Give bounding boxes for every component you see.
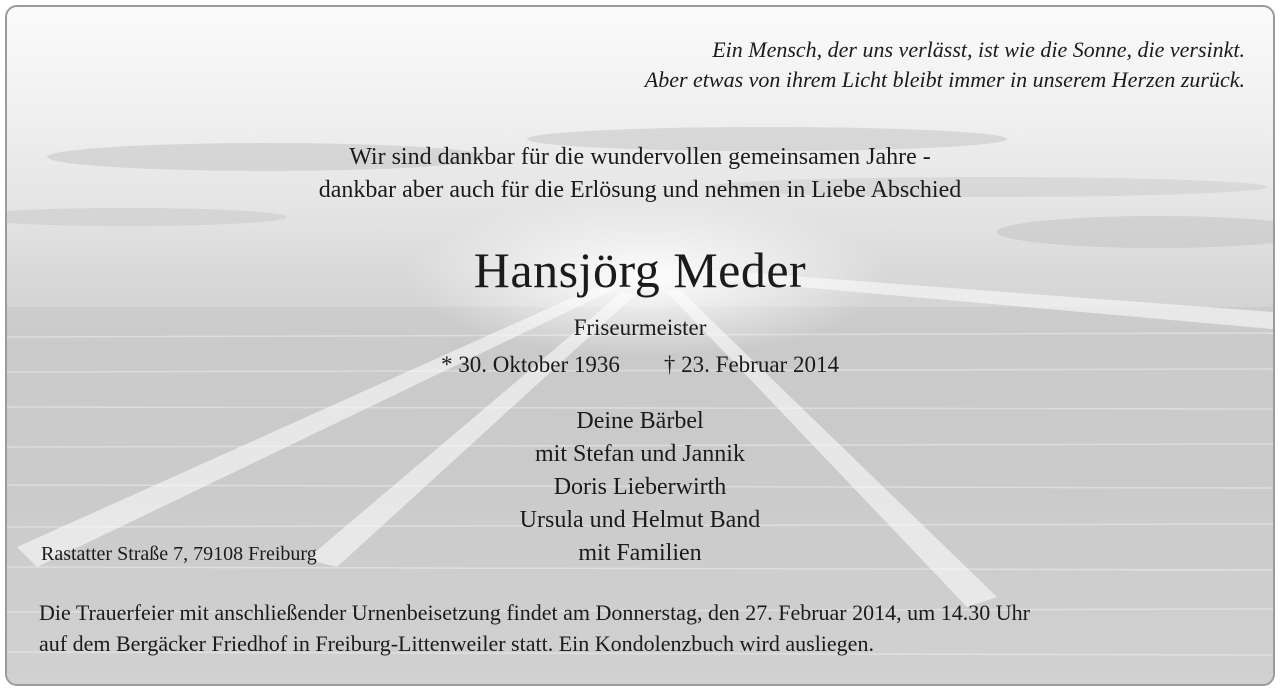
intro-text xyxy=(7,141,1273,207)
death-date: † 23. Februar 2014 xyxy=(663,352,839,377)
funeral-notice xyxy=(39,597,1030,659)
intro-line-2: dankbar aber auch für die Erlösung und nehmen in Liebe Abschied xyxy=(318,177,962,203)
quote-block xyxy=(645,35,1245,95)
notice-line-1: Die Trauerfeier mit anschließender Urnenbeisetzung findet am Donnerstag, den 27. Februar 2014, um 14.30 Uhr xyxy=(39,600,1030,625)
quote-line-1: Ein Mensch, der uns verlässt, ist wie die Sonne, die versinkt. xyxy=(712,37,1245,62)
sunset-sea-background xyxy=(7,7,1273,684)
notice-line-2: auf dem Bergäcker Friedhof in Freiburg-Littenweiler statt. Ein Kondolenzbuch wird ausliegen. xyxy=(39,631,874,656)
deceased-profession: Friseurmeister xyxy=(573,315,707,340)
mourner-line: Ursula und Helmut Band xyxy=(519,507,761,533)
mourner-address: Rastatter Straße 7, 79108 Freiburg xyxy=(41,543,317,565)
life-dates xyxy=(7,350,1273,380)
obituary-card xyxy=(5,5,1275,686)
mourner-line: Deine Bärbel xyxy=(576,408,704,434)
birth-date: * 30. Oktober 1936 xyxy=(441,352,620,377)
mourner-line: mit Stefan und Jannik xyxy=(535,441,745,467)
quote-line-2: Aber etwas von ihrem Licht bleibt immer in unserem Herzen zurück. xyxy=(644,67,1245,92)
intro-line-1: Wir sind dankbar für die wundervollen gemeinsamen Jahre - xyxy=(349,144,931,170)
mourner-line: Doris Lieberwirth xyxy=(553,474,727,500)
deceased-name: Hansjörg Meder xyxy=(473,242,807,298)
mourner-line: mit Familien xyxy=(578,540,702,566)
